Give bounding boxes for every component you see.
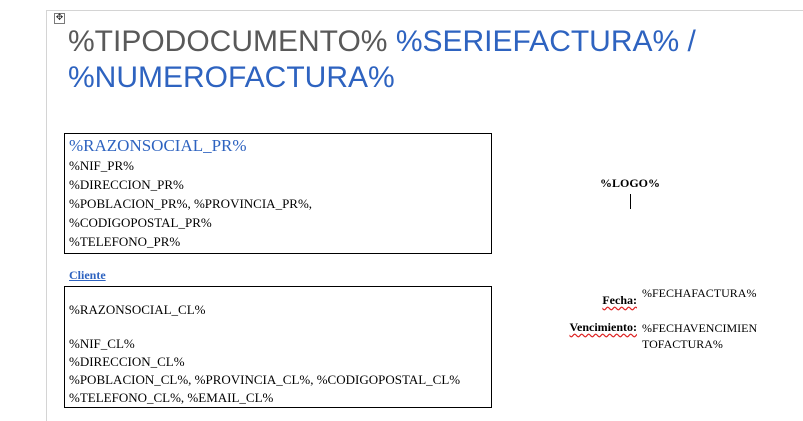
invoice-date-value: %FECHAFACTURA% (642, 286, 757, 300)
client-location: %POBLACION_CL%, %PROVINCIA_CL%, %CODIGOPOSTAL_CL% (69, 372, 461, 387)
page-top-margin-line (46, 10, 803, 11)
client-section-label: Cliente (69, 268, 106, 282)
client-name: %RAZONSOCIAL_CL% (69, 302, 206, 317)
client-nif: %NIF_CL% (69, 336, 135, 351)
provider-info-box (64, 133, 492, 254)
due-date-label: Vencimiento: (569, 320, 637, 334)
text-cursor (630, 194, 631, 209)
provider-address: %DIRECCION_PR% (69, 177, 184, 192)
client-spacer (69, 319, 491, 335)
page-left-margin-line (46, 10, 47, 421)
provider-nif: %NIF_PR% (69, 158, 135, 173)
client-address: %DIRECCION_CL% (69, 354, 185, 369)
client-info-box (64, 286, 492, 408)
invoice-date-label: Fecha: (602, 293, 637, 307)
provider-phone: %TELEFONO_PR% (69, 234, 181, 249)
due-date-value: %FECHAVENCIMIENTOFACTURA% (642, 321, 758, 351)
title-invoice-series: %SERIEFACTURA% (395, 25, 680, 58)
client-contact: %TELEFONO_CL%, %EMAIL_CL% (69, 390, 274, 405)
title-separator: / (687, 25, 696, 58)
provider-postal-code: %CODIGOPOSTAL_PR% (69, 215, 212, 230)
document-title (68, 24, 768, 96)
provider-location: %POBLACION_PR%, %PROVINCIA_PR%, (69, 196, 313, 211)
table-move-handle-icon[interactable]: ✥ (55, 13, 64, 23)
logo-placeholder: %LOGO% (600, 176, 661, 190)
title-document-type: %TIPODOCUMENTO% (68, 25, 388, 58)
title-invoice-number: %NUMEROFACTURA% (68, 61, 395, 94)
provider-name: %RAZONSOCIAL_PR% (69, 136, 247, 155)
